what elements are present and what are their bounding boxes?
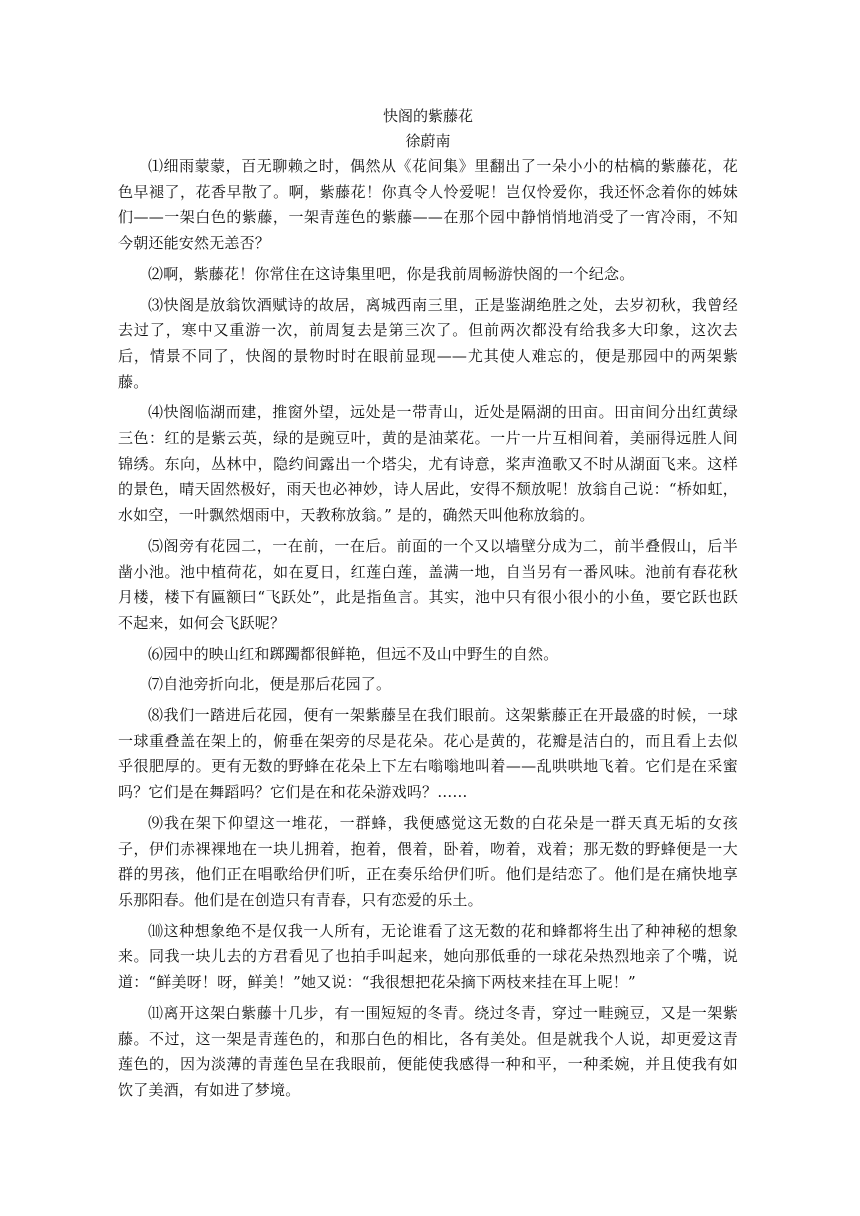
paragraph-4: ⑷快阁临湖而建，推窗外望，远处是一带青山，近处是隔湖的田亩。田亩间分出红黄绿三色：红的是紫云英，绿的是豌豆叶，黄的是油菜花。一片一片互相间着，美丽得远胜人间锦绣。东向，丛林中，隐约间露出一个塔尖，尤有诗意，桨声渔歌又不时从湖面飞来。这样的景色，晴天固然极好，雨天也必神妙，诗人居此，安得不颓放呢！放翁自己说：“桥如虹，水如空，一叶飘然烟雨中，天教称放翁。” 是的，确然天叫他称放翁的。 <box>118 403 738 525</box>
paragraph-10: ⑽这种想象绝不是仅我一人所有，无论谁看了这无数的花和蜂都将生出了种神秘的想象来。同我一块儿去的方君看见了也拍手叫起来，她向那低垂的一球花朵热烈地亲了个嘴，说道：“鲜美呀！呀，鲜美！”她又说：“我很想把花朵摘下两枝来挂在耳上呢！” <box>118 921 738 992</box>
paragraph-3: ⑶快阁是放翁饮酒赋诗的故居，离城西南三里，正是鉴湖绝胜之处，去岁初秋，我曾经去过了，寒中又重游一次，前周复去是第三次了。但前两次都没有给我多大印象，这次去后，情景不同了，快阁的景物时时在眼前显现——尤其使人难忘的，便是那园中的两架紫藤。 <box>118 295 738 391</box>
article-author: 徐蔚南 <box>405 132 451 150</box>
document-page <box>118 104 738 1109</box>
paragraph-7: ⑺自池旁折向北，便是那后花园了。 <box>148 675 392 694</box>
paragraph-9: ⑼我在架下仰望这一堆花，一群蜂，我便感觉这无数的白花朵是一群天真无垢的女孩子，伊们赤裸裸地在一块儿拥着，抱着，偎着，卧着，吻着，戏着；那无数的野蜂便是一大群的男孩，他们正在唱歌给伊们听，正在奏乐给伊们听。他们是结恋了。他们是在痛快地享乐那阳春。他们是在创造只有青春，只有恋爱的乐土。 <box>118 813 738 909</box>
article-title: 快阁的紫藤花 <box>382 107 473 125</box>
paragraph-2: ⑵啊，紫藤花！你常住在这诗集里吧，你是我前周畅游快阁的一个纪念。 <box>148 264 635 283</box>
paragraph-1: ⑴细雨蒙蒙，百无聊赖之时，偶然从《花间集》里翻出了一朵小小的枯槁的紫藤花，花色早褪了，花香早散了。啊，紫藤花！你真令人怜爱呢！岂仅怜爱你，我还怀念着你的姊妹们——一架白色的紫藤，一架青莲色的紫藤——在那个园中静悄悄地消受了一宵冷雨，不知今朝还能安然无恙否？ <box>118 157 738 253</box>
paragraph-6: ⑹园中的映山红和踯躅都很鲜艳，但远不及山中野生的自然。 <box>148 644 559 663</box>
paragraph-5: ⑸阁旁有花园二，一在前，一在后。前面的一个又以墙壁分成为二，前半叠假山，后半凿小池。池中植荷花，如在夏日，红莲白莲，盖满一地，自当另有一番风味。池前有春花秋月楼，楼下有匾额曰“飞跃处”，此是指鱼言。其实，池中只有很小很小的小鱼，要它跃也跃不起来，如何会飞跃呢？ <box>118 536 738 632</box>
paragraph-11: ⑾离开这架白紫藤十几步，有一围短短的冬青。绕过冬青，穿过一畦豌豆，又是一架紫藤。不过，这一架是青莲色的，和那白色的相比，各有美处。但是就我个人说，却更爱这青莲色的，因为淡薄的青莲色呈在我眼前，便能使我感得一种和平，一种柔婉，并且使我有如饮了美酒，有如进了梦境。 <box>118 1003 738 1099</box>
paragraph-8: ⑻我们一踏进后花园，便有一架紫藤呈在我们眼前。这架紫藤正在开最盛的时候，一球一球重叠盖在架上的，俯垂在架旁的尽是花朵。花心是黄的，花瓣是洁白的，而且看上去似乎很肥厚的。更有无数的野蜂在花朵上下左右嗡嗡地叫着——乱哄哄地飞着。它们是在采蜜吗？它们是在舞蹈吗？它们是在和花朵游戏吗？…… <box>118 706 738 802</box>
